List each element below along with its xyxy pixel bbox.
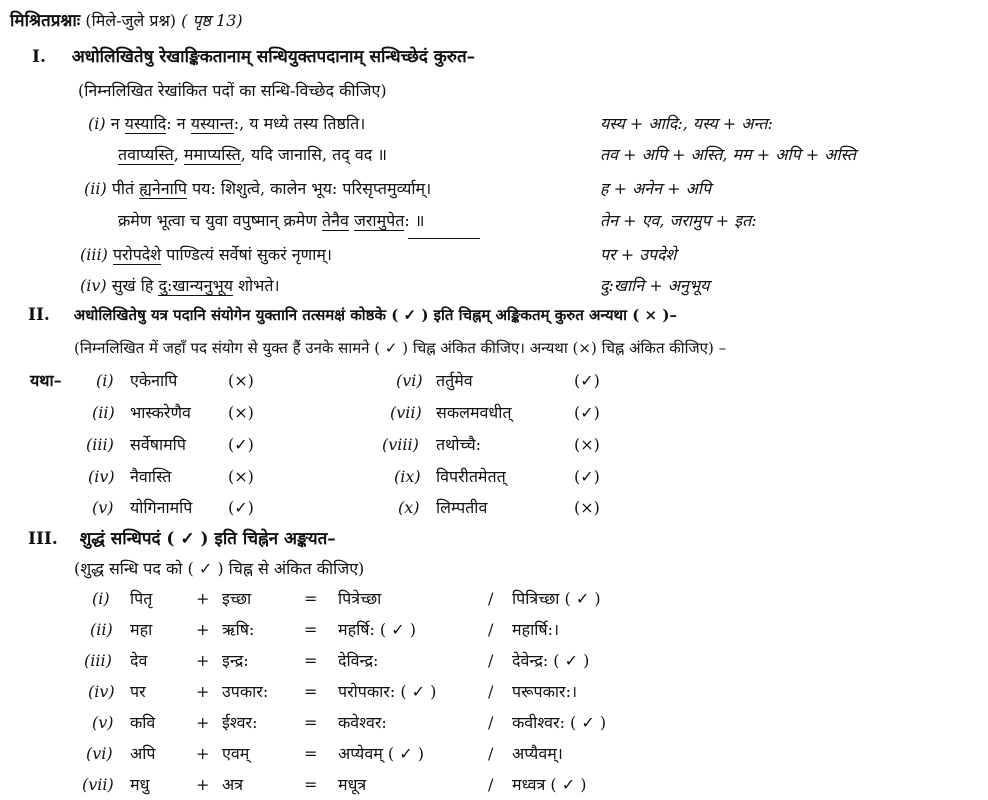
slash-divider: / bbox=[488, 589, 494, 608]
verse-text: क्रमेण भूत्वा च युवा वपुष्मान् क्रमेण bbox=[118, 211, 323, 230]
example-label: यथा– bbox=[30, 371, 62, 390]
option-two: परूपकार:। bbox=[512, 682, 578, 701]
section3-heading: शुद्धं सन्धिपदं ( ✓ ) इति चिह्नेन अङ्कयत– bbox=[79, 529, 336, 549]
word-second: ईश्वर: bbox=[222, 713, 258, 732]
section2-instruction: (निम्नलिखित में जहाँ पद संयोग से युक्त हैं उनके सामने ( ✓ ) चिह्न अंकित कीजिए। अन्यथा (×) चिह्न अंकित कीजिए) – bbox=[74, 339, 727, 357]
word-text: लिम्पतीव bbox=[436, 498, 488, 517]
item-number: (v) bbox=[92, 498, 114, 517]
underlined-word: तेनैव bbox=[322, 211, 349, 230]
option-two: अप्यैवम्। bbox=[512, 744, 563, 763]
option-one: मधूत्र bbox=[338, 775, 367, 794]
item-number: (v) bbox=[92, 713, 114, 732]
word-text: सकलमवधीत् bbox=[436, 403, 512, 422]
answer-mark: (×) bbox=[574, 498, 600, 517]
verse-text: , यदि जानासि, तद् वद ॥ bbox=[240, 145, 387, 164]
word-text: विपरीतमेतत् bbox=[436, 467, 506, 486]
section3-numeral: III. bbox=[28, 529, 58, 549]
page-subtitle: (मिले-जुले प्रश्न) bbox=[85, 11, 177, 30]
verse-line bbox=[88, 113, 365, 135]
word-text: योगिनामपि bbox=[130, 498, 193, 517]
equals-sign: = bbox=[304, 744, 318, 763]
answer-text: दु:खानि + अनुभूय bbox=[600, 276, 710, 295]
verse-line bbox=[118, 144, 387, 166]
item-number: (ix) bbox=[394, 467, 421, 486]
slash-divider: / bbox=[488, 744, 494, 763]
item-number: (viii) bbox=[382, 435, 419, 454]
verse-text: , bbox=[173, 145, 184, 164]
verse-text: :, य मध्ये तस्य तिष्ठति। bbox=[233, 114, 366, 133]
verse-text: पय: शिशुत्वे, कालेन भूय: परिसृप्तमुर्व्याम्। bbox=[187, 179, 432, 198]
option-one: परोपकार: ( ✓ ) bbox=[338, 682, 437, 701]
equals-sign: = bbox=[304, 682, 318, 701]
verse-line bbox=[80, 275, 280, 297]
option-one: कवेश्वर: bbox=[338, 713, 387, 732]
option-two: कवीश्वर: ( ✓ ) bbox=[512, 713, 607, 732]
verse-line bbox=[84, 178, 431, 200]
word-first: देव bbox=[130, 651, 148, 670]
item-number: (iv) bbox=[88, 467, 115, 486]
verse-text: सुखं हि bbox=[111, 276, 159, 295]
plus-sign: + bbox=[196, 775, 210, 794]
section1-heading: अधोलिखितेषु रेखाङ्किकतानाम् सन्धियुक्तपदानाम् सन्धिच्छेदं कुरुत– bbox=[71, 47, 476, 67]
equals-sign: = bbox=[304, 620, 318, 639]
option-two: मध्वत्र ( ✓ ) bbox=[512, 775, 587, 794]
answer-mark: (×) bbox=[228, 467, 254, 486]
word-text: तर्तुमेव bbox=[436, 371, 473, 390]
option-one: अप्येवम् ( ✓ ) bbox=[338, 744, 424, 763]
verse-text: न bbox=[110, 114, 125, 133]
section3-instruction: (शुद्ध सन्धि पद को ( ✓ ) चिह्न से अंकित कीजिए) bbox=[74, 559, 365, 578]
section2-heading-row bbox=[28, 304, 677, 326]
answer-mark: (✓) bbox=[574, 403, 600, 422]
verse-text: पाण्डित्यं सर्वेषां सुकरं नृणाम्। bbox=[161, 245, 332, 264]
item-number: (iii) bbox=[84, 651, 112, 670]
word-first: महा bbox=[130, 620, 153, 639]
underlined-word: तवाप्यस्ति bbox=[118, 145, 174, 164]
slash-divider: / bbox=[488, 620, 494, 639]
word-second: अत्र bbox=[222, 775, 244, 794]
option-two: महार्षि:। bbox=[512, 620, 560, 639]
page-title: मिश्रितप्रश्नाः bbox=[10, 11, 81, 31]
section3-heading-row bbox=[28, 528, 336, 550]
answer-text: ह + अनेन + अपि bbox=[600, 179, 712, 198]
word-first: अपि bbox=[130, 744, 156, 763]
answer-mark: (✓) bbox=[228, 498, 254, 517]
word-second: एवम् bbox=[222, 744, 250, 763]
word-first: मधु bbox=[130, 775, 150, 794]
item-number: (vii) bbox=[82, 775, 114, 794]
verse-line bbox=[80, 244, 332, 266]
underline-mark bbox=[408, 238, 480, 239]
word-text: नैवास्ति bbox=[130, 467, 172, 486]
plus-sign: + bbox=[196, 589, 210, 608]
verse-text: शोभते। bbox=[232, 276, 280, 295]
verse-text: : न bbox=[166, 114, 191, 133]
answer-mark: (✓) bbox=[574, 371, 600, 390]
item-number: (vi) bbox=[86, 744, 113, 763]
item-number: (vi) bbox=[396, 371, 423, 390]
underlined-word: परोपदेशे bbox=[112, 245, 162, 264]
answer-mark: (✓) bbox=[228, 435, 254, 454]
item-number: (i) bbox=[88, 114, 106, 133]
word-second: उपकार: bbox=[222, 682, 269, 701]
plus-sign: + bbox=[196, 682, 210, 701]
underlined-word: यस्यान्त bbox=[190, 114, 234, 133]
option-two: देवेन्द्र: ( ✓ ) bbox=[512, 651, 590, 670]
section1-heading-row bbox=[32, 46, 475, 68]
equals-sign: = bbox=[304, 589, 318, 608]
word-second: ऋषि: bbox=[222, 620, 255, 639]
answer-mark: (×) bbox=[574, 435, 600, 454]
verse-text: : ॥ bbox=[404, 211, 425, 230]
underlined-word: जरामुपेत bbox=[354, 211, 405, 230]
underlined-word: ह्यनेनापि bbox=[139, 179, 187, 198]
section2-numeral: II. bbox=[28, 305, 50, 325]
verse-line bbox=[118, 210, 424, 232]
option-one: पित्रेच्छा bbox=[338, 589, 382, 608]
word-first: पर bbox=[130, 682, 146, 701]
word-first: पितृ bbox=[130, 589, 153, 608]
page-header bbox=[10, 10, 243, 32]
plus-sign: + bbox=[196, 620, 210, 639]
option-one: महर्षि: ( ✓ ) bbox=[338, 620, 416, 639]
item-number: (i) bbox=[96, 371, 114, 390]
item-number: (iv) bbox=[80, 276, 107, 295]
underlined-word: यस्यादि bbox=[124, 114, 167, 133]
word-text: एकेनापि bbox=[130, 371, 178, 390]
answer-mark: (✓) bbox=[574, 467, 600, 486]
item-number: (ii) bbox=[84, 179, 107, 198]
slash-divider: / bbox=[488, 651, 494, 670]
underlined-word: दु:खान्यनुभूय bbox=[158, 276, 233, 295]
word-second: इच्छा bbox=[222, 589, 252, 608]
slash-divider: / bbox=[488, 682, 494, 701]
equals-sign: = bbox=[304, 713, 318, 732]
section1-numeral: I. bbox=[32, 47, 46, 67]
page-reference: ( पृष्ठ 13) bbox=[181, 11, 243, 30]
answer-text: यस्य + आदि:, यस्य + अन्त: bbox=[600, 114, 773, 133]
section1-instruction: (निम्नलिखित रेखांकित पदों का सन्धि-विच्छेद कीजिए) bbox=[78, 81, 387, 100]
word-text: भास्करेणैव bbox=[130, 403, 191, 422]
equals-sign: = bbox=[304, 651, 318, 670]
option-one: देविन्द्र: bbox=[338, 651, 379, 670]
item-number: (iv) bbox=[88, 682, 115, 701]
plus-sign: + bbox=[196, 651, 210, 670]
slash-divider: / bbox=[488, 775, 494, 794]
plus-sign: + bbox=[196, 713, 210, 732]
word-first: कवि bbox=[130, 713, 156, 732]
word-second: इन्द्र: bbox=[222, 651, 249, 670]
item-number: (ii) bbox=[92, 403, 115, 422]
item-number: (iii) bbox=[80, 245, 108, 264]
section2-heading: अधोलिखितेषु यत्र पदानि संयोगेन युक्तानि तत्समक्षं कोष्ठके ( ✓ ) इति चिह्नम् अङ्किकतम् कुरुत अन्यथा ( × )– bbox=[73, 306, 677, 324]
word-text: तथोच्चै: bbox=[436, 435, 482, 454]
slash-divider: / bbox=[488, 713, 494, 732]
equals-sign: = bbox=[304, 775, 318, 794]
item-number: (ii) bbox=[90, 620, 113, 639]
word-text: सर्वेषामपि bbox=[130, 435, 186, 454]
verse-text: पीतं bbox=[111, 179, 140, 198]
answer-text: तव + अपि + अस्ति, मम + अपि + अस्ति bbox=[600, 145, 856, 164]
underlined-word: ममाप्यस्ति bbox=[183, 145, 241, 164]
answer-mark: (×) bbox=[228, 371, 254, 390]
plus-sign: + bbox=[196, 744, 210, 763]
option-two: पित्रिच्छा ( ✓ ) bbox=[512, 589, 601, 608]
item-number: (iii) bbox=[86, 435, 114, 454]
item-number: (i) bbox=[92, 589, 110, 608]
answer-text: तेन + एव, जरामुप + इत: bbox=[600, 211, 757, 230]
item-number: (x) bbox=[398, 498, 420, 517]
answer-mark: (×) bbox=[228, 403, 254, 422]
item-number: (vii) bbox=[390, 403, 422, 422]
answer-text: पर + उपदेशे bbox=[600, 245, 677, 264]
